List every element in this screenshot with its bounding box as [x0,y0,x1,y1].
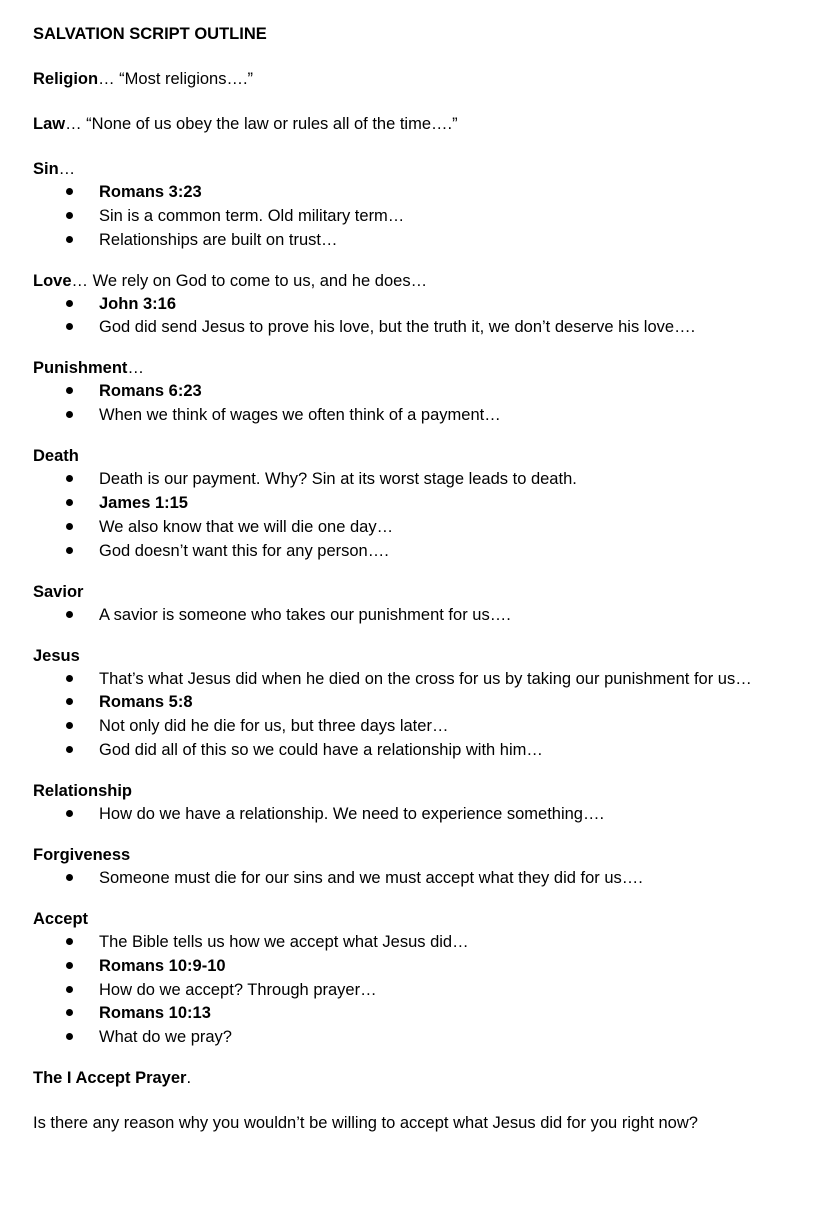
intro-text: … “Most religions….” [98,70,254,88]
list-item [33,206,815,226]
bullet-list [33,381,815,425]
list-item-text: When we think of wages we often think of a payment… [99,406,501,425]
scripture-reference [33,956,815,976]
list-item-text: How do we accept? Through prayer… [99,980,377,999]
section-heading [33,358,815,378]
bullet-icon [66,1033,73,1040]
bullet-icon [66,722,73,729]
list-item [33,605,815,625]
bullet-icon [66,810,73,817]
section-heading-label: Savior [33,582,84,601]
closing-question: Is there any reason why you wouldn’t be willing to accept what Jesus did for you right now? [33,1114,698,1133]
bullet-icon [66,387,73,394]
list-item-text: Death is our payment. Why? Sin at its worst stage leads to death. [99,470,577,489]
list-item [33,517,815,537]
bullet-icon [66,675,73,682]
list-item-text: Romans 6:23 [99,382,202,401]
prayer-suffix: . [186,1069,192,1088]
bullet-icon [66,300,73,307]
document-page [33,24,815,1158]
bullet-list [33,669,815,760]
section-accept [33,909,815,1047]
bullet-icon [66,962,73,969]
list-item-text: We also know that we will die one day… [99,517,394,536]
scripture-reference [33,294,815,314]
scripture-reference [33,381,815,401]
bullet-list [33,932,815,1047]
list-item [33,932,815,952]
bullet-icon [66,698,73,705]
bullet-icon [66,411,73,418]
list-item-text: God did all of this so we could have a relationship with him… [99,740,543,759]
bullet-icon [66,212,73,219]
list-item-text: Romans 5:8 [99,693,193,712]
section-heading-text: … We rely on God to come to us, and he does… [71,271,428,290]
bullet-list [33,182,815,250]
bullet-icon [66,188,73,195]
section-love [33,271,815,338]
list-item [33,980,815,1000]
section-heading [33,582,815,602]
section-jesus [33,646,815,760]
bullet-icon [66,236,73,243]
bullet-icon [66,938,73,945]
list-item [33,804,815,824]
section-heading [33,271,815,291]
scripture-reference [33,182,815,202]
section-heading-label: Death [33,447,79,466]
bullet-icon [66,746,73,753]
section-death [33,446,815,560]
list-item-text: The Bible tells us how we accept what Jesus did… [99,932,469,951]
section-forgiveness [33,845,815,888]
list-item-text: Relationships are built on trust… [99,230,338,249]
bullet-icon [66,475,73,482]
section-heading-label: Relationship [33,781,133,800]
section-heading-label: Forgiveness [33,845,131,864]
bullet-list [33,469,815,560]
prayer-heading: The I Accept Prayer [33,1069,187,1088]
intro-paragraph [33,69,815,89]
section-heading [33,446,815,466]
intro-text: … “None of us obey the law or rules all of the time….” [65,115,458,133]
bullet-icon [66,874,73,881]
bullet-icon [66,547,73,554]
section-heading [33,646,815,666]
section-heading-label: Love [33,271,72,290]
list-item [33,740,815,760]
list-item-text: God did send Jesus to prove his love, but the truth it, we don’t deserve his love…. [99,318,696,337]
list-item-text: Romans 3:23 [99,183,202,201]
bullet-icon [66,986,73,993]
list-item-text: Not only did he die for us, but three days later… [99,717,449,736]
intro-paragraph [33,114,815,134]
list-item-text: God doesn’t want this for any person…. [99,541,389,560]
bullet-list [33,868,815,888]
list-item-text: John 3:16 [99,294,177,313]
list-item-text: A savior is someone who takes our punishment for us…. [99,605,511,624]
list-item [33,469,815,489]
intro-block [33,69,815,134]
section-heading-label: Punishment [33,359,128,378]
list-item-text: That’s what Jesus did when he died on the cross for us by taking our punishment for us… [99,669,752,688]
list-item [33,317,815,337]
bullet-icon [66,323,73,330]
section-relationship [33,781,815,824]
bullet-list [33,804,815,824]
section-heading [33,781,815,801]
list-item [33,669,815,689]
list-item [33,405,815,425]
bullet-icon [66,611,73,618]
list-item-text: James 1:15 [99,493,188,512]
list-item [33,230,815,250]
section-sin [33,159,815,250]
list-item-text: How do we have a relationship. We need to experience something…. [99,804,605,823]
intro-heading: Religion [33,70,99,88]
section-heading-text: … [58,160,76,178]
list-item-text: Romans 10:9-10 [99,956,226,975]
list-item [33,541,815,561]
bullet-icon [66,1009,73,1016]
section-punishment [33,358,815,425]
section-heading-label: Jesus [33,646,80,665]
section-heading-label: Sin [33,160,59,178]
section-heading [33,909,815,929]
list-item [33,868,815,888]
list-item [33,1027,815,1047]
bullet-icon [66,523,73,530]
section-savior [33,582,815,625]
section-heading-text: … [127,359,144,378]
scripture-reference [33,692,815,712]
section-heading [33,159,815,179]
list-item-text: Someone must die for our sins and we must accept what they did for us…. [99,868,643,887]
list-item-text: Sin is a common term. Old military term… [99,206,405,225]
list-item [33,716,815,736]
list-item-text: What do we pray? [99,1028,232,1047]
section-heading [33,845,815,865]
prayer-line [33,1068,815,1088]
bullet-icon [66,499,73,506]
list-item-text: Romans 10:13 [99,1004,211,1023]
bullet-list [33,294,815,338]
scripture-reference [33,493,815,513]
document-title: SALVATION SCRIPT OUTLINE [33,25,267,43]
section-heading-label: Accept [33,909,89,928]
bullet-list [33,605,815,625]
intro-heading: Law [33,115,66,133]
scripture-reference [33,1003,815,1023]
sections-block [33,159,815,1047]
